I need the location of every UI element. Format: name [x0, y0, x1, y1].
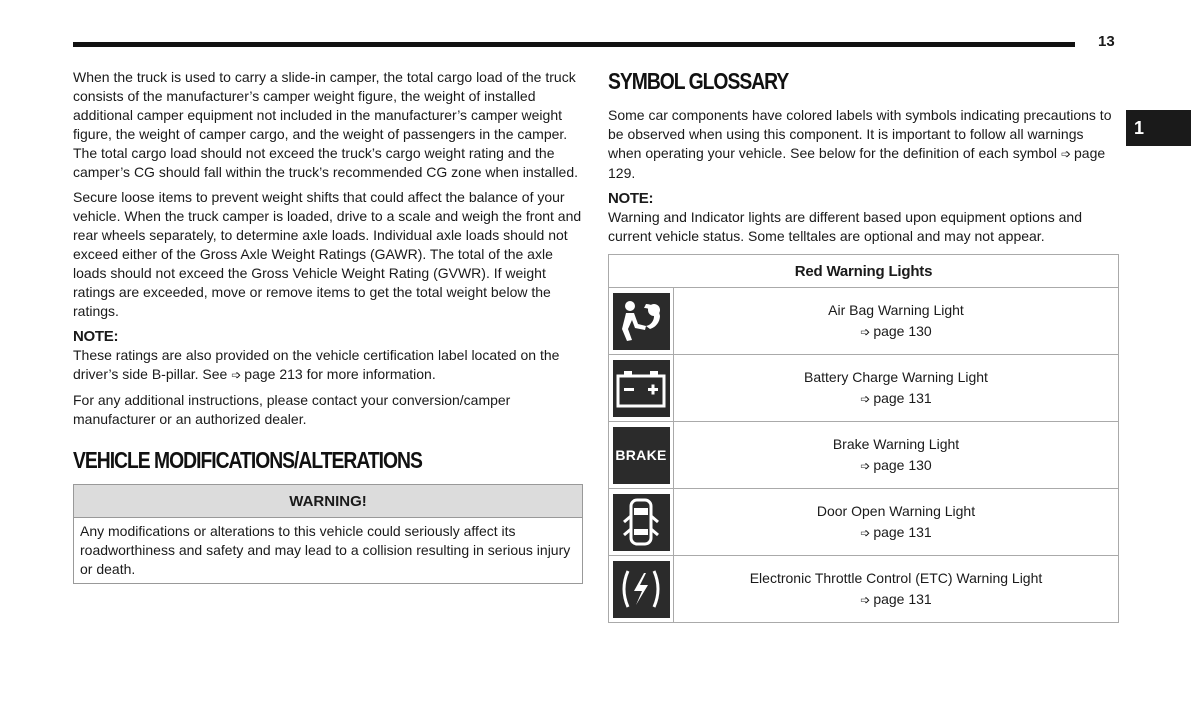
brake-icon	[613, 427, 670, 484]
paragraph-secure-items: Secure loose items to prevent weight shifts that could affect the balance of your vehicle. When the truck camper is loaded, drive to a scale and weigh the front and rear wheels separately, to determine axle loads. Individual axle loads should not exceed either of the Gross Axle Weight Ratings (GAWR). The total of the axle loads should not exceed the Gross Vehicle Weight Rating (GVWR). If weight ratings are exceeded, move or remove items to get the total weight below the ratings.	[73, 189, 582, 319]
glossary-intro-text: Some car components have colored labels with symbols indicating precautions to be observed when using this component. It is important to follow all warnings when operating your vehicle. See below for the definition of each symbol	[608, 107, 1112, 161]
right-column	[608, 66, 1119, 623]
red-warning-lights-table	[608, 254, 1119, 623]
paragraph-instructions: For any additional instructions, please contact your conversion/camper manufacturer or an authorized dealer.	[73, 392, 511, 427]
header-rule	[73, 42, 1075, 47]
door-open-icon	[613, 494, 670, 551]
left-column	[73, 68, 583, 584]
page-ref-arrow-icon: ➩	[231, 368, 242, 382]
page-number: 13	[1098, 33, 1115, 50]
warning-light-label: Battery Charge Warning Light	[804, 368, 988, 385]
table-row	[609, 422, 1119, 489]
note-text: Warning and Indicator lights are different based upon equipment options and current vehicle status. Some telltales are optional and may not appear.	[608, 209, 1082, 244]
warning-light-label: Door Open Warning Light	[816, 502, 976, 519]
warning-title: WARNING!	[74, 485, 582, 518]
page-ref-link[interactable]: page 129.	[608, 145, 1106, 181]
page-ref-arrow-icon: ➩	[860, 324, 871, 339]
page-ref-arrow-icon: ➩	[860, 525, 871, 540]
table-header: Red Warning Lights	[609, 255, 1119, 288]
battery-icon	[613, 360, 670, 417]
section-heading-symbol-glossary: SYMBOL GLOSSARY	[608, 68, 789, 94]
page-ref-arrow-icon: ➩	[860, 458, 871, 473]
page-ref-link[interactable]: page 130	[873, 456, 932, 473]
note-text	[73, 346, 583, 385]
glossary-intro	[608, 106, 1119, 183]
note-label: NOTE:	[73, 328, 119, 345]
table-row	[609, 489, 1119, 556]
section-heading-modifications: VEHICLE MODIFICATIONS/ALTERATIONS	[73, 447, 422, 473]
etc-icon	[613, 561, 670, 618]
brake-icon-text: BRAKE	[615, 447, 667, 463]
note-label: NOTE:	[608, 190, 654, 207]
table-row	[609, 288, 1119, 355]
page-ref-arrow-icon: ➩	[1060, 147, 1071, 161]
chapter-tab[interactable]: 1	[1126, 110, 1191, 146]
note-text-before: These ratings are also provided on the vehicle certification label located on the driver’s side B-pillar. See	[73, 347, 560, 382]
table-row	[609, 355, 1119, 422]
warning-box	[73, 484, 583, 584]
warning-light-label: Air Bag Warning Light	[828, 301, 964, 318]
page-ref-link[interactable]: page 131	[873, 523, 932, 540]
airbag-icon	[613, 293, 670, 350]
page-ref-arrow-icon: ➩	[860, 592, 871, 607]
page-ref-arrow-icon: ➩	[860, 391, 871, 406]
page-ref-link[interactable]: page 213	[244, 366, 303, 382]
page-ref-link[interactable]: page 131	[873, 389, 932, 406]
warning-light-label: Electronic Throttle Control (ETC) Warning Light	[749, 569, 1043, 586]
page-ref-link[interactable]: page 130	[873, 322, 932, 339]
paragraph-camper-load: When the truck is used to carry a slide-in camper, the total cargo load of the truck consists of the manufacturer’s camper weight figure, the weight of installed additional camper equipment not included in the manufacturer’s camper weight figure, the weight of camper cargo, and the weight of passengers in the camper. The total cargo load should not exceed the truck’s cargo weight rating and the camper’s CG should fall within the truck’s recommended CG zone when installed.	[73, 69, 579, 180]
page-ref-link[interactable]: page 131	[873, 590, 932, 607]
warning-text: Any modifications or alterations to this vehicle could seriously affect its roadworthiness and safety and may lead to a collision resulting in serious injury or death.	[80, 523, 571, 577]
warning-light-label: Brake Warning Light	[832, 435, 960, 452]
table-row	[609, 556, 1119, 623]
note-text-after: for more information.	[306, 366, 436, 382]
